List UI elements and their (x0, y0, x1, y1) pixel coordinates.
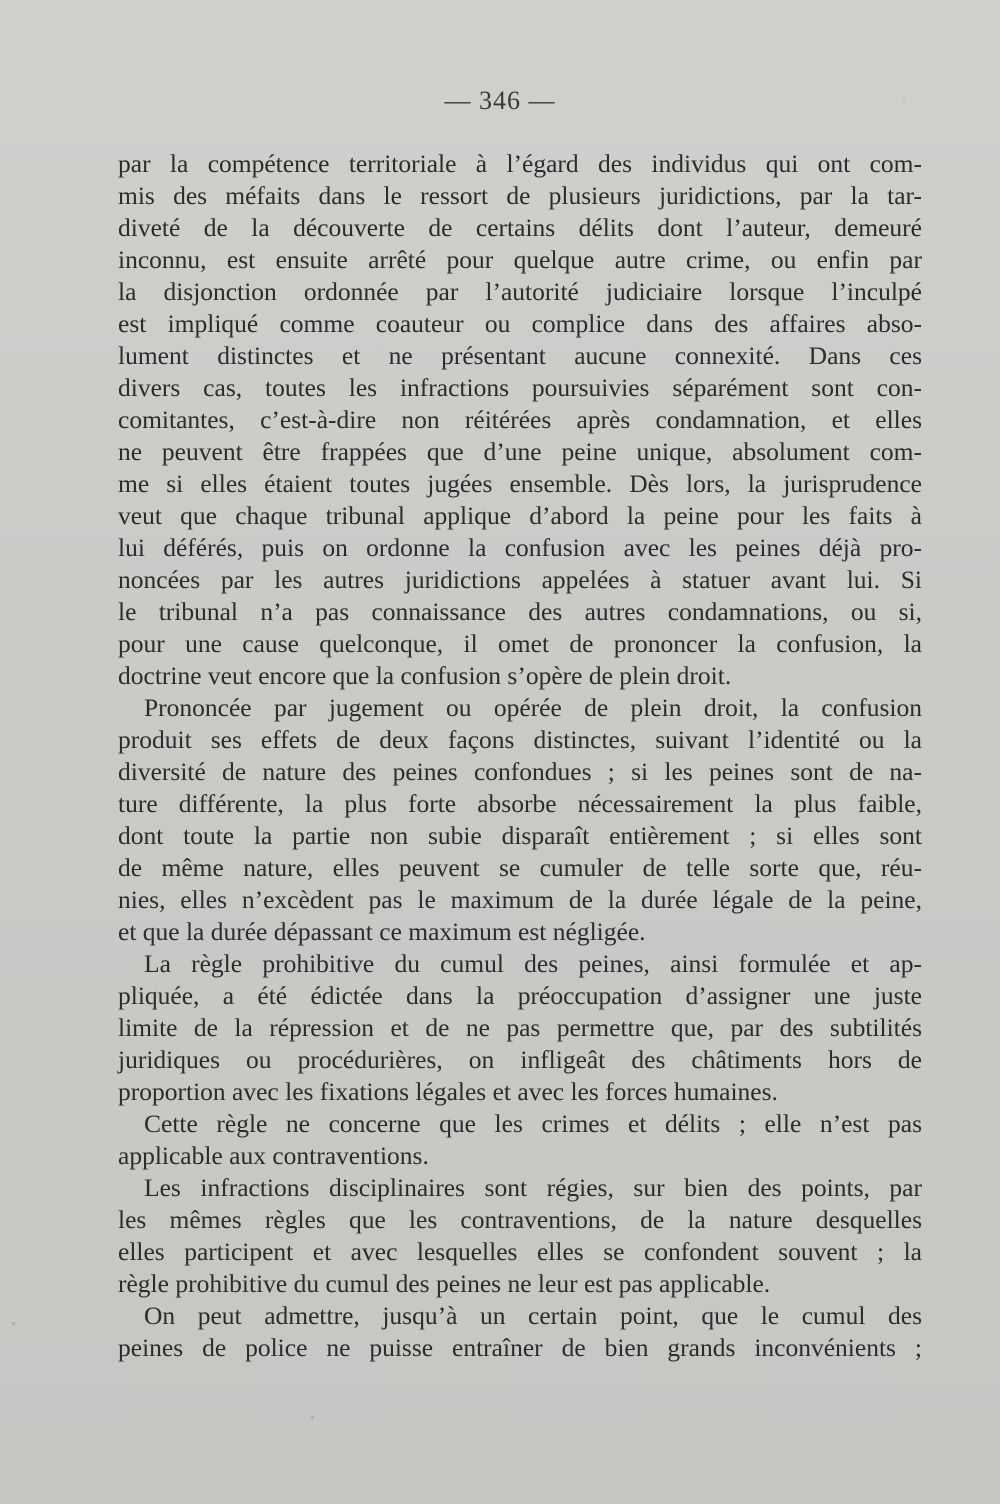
text-line: par la compétence territoriale à l’égard des individus qui ont com- (118, 149, 922, 178)
text-line: applicable aux contraventions. (118, 1141, 429, 1170)
text-line: me si elles étaient toutes jugées ensemble. Dès lors, la jurisprudence (118, 469, 922, 498)
text-line: Cette règle ne concerne que les crimes et délits ; elle n’est pas (144, 1109, 922, 1138)
text-line: le tribunal n’a pas connaissance des autres condamnations, ou si, (118, 597, 922, 626)
text-line: La règle prohibitive du cumul des peines, ainsi formulée et ap- (144, 949, 922, 978)
text-line: lument distinctes et ne présentant aucune connexité. Dans ces (118, 341, 922, 370)
text-line: diveté de la découverte de certains délits dont l’auteur, demeuré (118, 213, 922, 242)
text-line: de même nature, elles peuvent se cumuler de telle sorte que, réu- (118, 853, 922, 882)
text-line: mis des méfaits dans le ressort de plusieurs juridictions, par la tar- (118, 181, 922, 210)
text-line: nies, elles n’excèdent pas le maximum de la durée légale de la peine, (118, 885, 922, 914)
paper-speck (903, 98, 905, 100)
body-text (118, 148, 922, 1364)
text-line: la disjonction ordonnée par l’autorité judiciaire lorsque l’inculpé (118, 277, 922, 306)
text-line: pliquée, a été édictée dans la préoccupation d’assigner une juste (118, 981, 922, 1010)
text-line: pour une cause quelconque, il omet de prononcer la confusion, la (118, 629, 922, 658)
text-line: lui déférés, puis on ordonne la confusion avec les peines déjà pro- (118, 533, 922, 562)
page-number: — 346 — (444, 86, 556, 115)
text-line: peines de police ne puisse entraîner de bien grands inconvénients ; (118, 1333, 922, 1362)
text-line: diversité de nature des peines confondues ; si les peines sont de na- (118, 757, 922, 786)
text-line: On peut admettre, jusqu’à un certain point, que le cumul des (144, 1301, 922, 1330)
text-line: comitantes, c’est-à-dire non réitérées après condamnation, et elles (118, 405, 922, 434)
paper-speck (12, 1322, 15, 1325)
text-line: règle prohibitive du cumul des peines ne leur est pas applicable. (118, 1269, 771, 1298)
text-line: juridiques ou procédurières, on infligeât des châtiments hors de (118, 1045, 922, 1074)
text-line: divers cas, toutes les infractions poursuivies séparément sont con- (118, 373, 922, 402)
text-line: veut que chaque tribunal applique d’abord la peine pour les faits à (118, 501, 922, 530)
text-line: inconnu, est ensuite arrêté pour quelque autre crime, ou enfin par (118, 245, 922, 274)
text-line: produit ses effets de deux façons distinctes, suivant l’identité ou la (118, 725, 922, 754)
text-line: est impliqué comme coauteur ou complice dans des affaires abso- (118, 309, 922, 338)
text-line: ne peuvent être frappées que d’une peine unique, absolument com- (118, 437, 922, 466)
paper-speck (311, 1416, 314, 1419)
text-line: ture différente, la plus forte absorbe nécessairement la plus faible, (118, 789, 922, 818)
text-line: noncées par les autres juridictions appelées à statuer avant lui. Si (118, 565, 922, 594)
text-line: elles participent et avec lesquelles elles se confondent souvent ; la (118, 1237, 922, 1266)
text-line: limite de la répression et de ne pas permettre que, par des subtilités (118, 1013, 922, 1042)
text-line: Les infractions disciplinaires sont régies, sur bien des points, par (144, 1173, 922, 1202)
text-line: dont toute la partie non subie disparaît entièrement ; si elles sont (118, 821, 922, 850)
text-line: doctrine veut encore que la confusion s’opère de plein droit. (118, 661, 732, 690)
text-line: et que la durée dépassant ce maximum est négligée. (118, 917, 646, 946)
text-line: Prononcée par jugement ou opérée de plein droit, la confusion (144, 693, 922, 722)
text-line: les mêmes règles que les contraventions, de la nature desquelles (118, 1205, 922, 1234)
text-line: proportion avec les fixations légales et avec les forces humaines. (118, 1077, 778, 1106)
